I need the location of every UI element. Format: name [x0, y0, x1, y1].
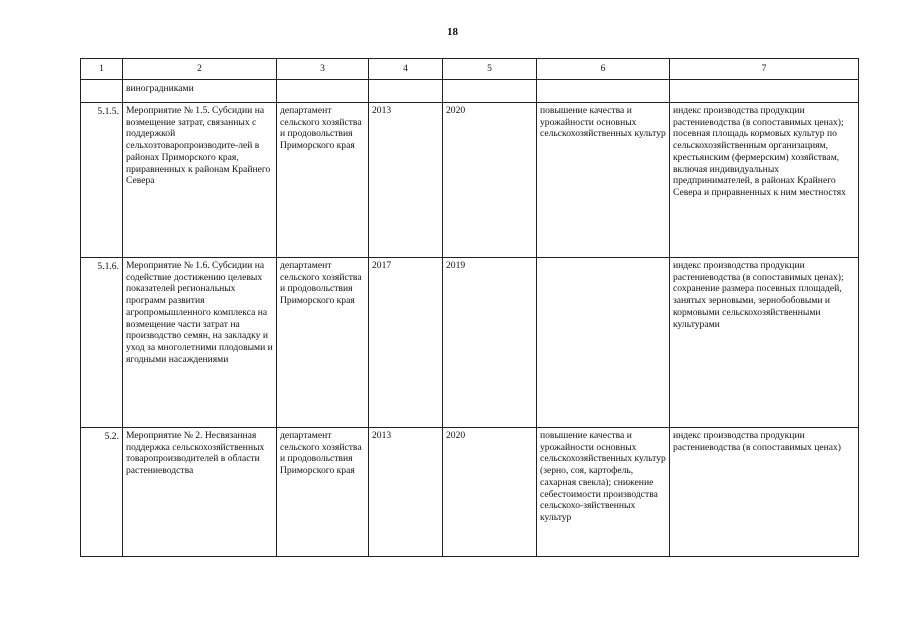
cell-empty: [670, 80, 859, 103]
table-row-continuation: [81, 80, 859, 103]
table-row: [81, 103, 859, 258]
cell-expected-result: [537, 258, 670, 428]
table-row: [81, 258, 859, 428]
cell-start-year: 2013: [369, 428, 443, 557]
cell-expected-result: повышение качества и урожайности основных сельскохозяйственных культур (зерно, соя, картофель, сахарная свекла); снижение себестоимости производства сельскохо-зяйственных культур: [537, 428, 670, 557]
column-header: 1: [81, 59, 123, 80]
cell-end-year: 2020: [443, 428, 537, 557]
cell-expected-result: повышение качества и урожайности основных сельскохозяйственных культур: [537, 103, 670, 258]
cell-executor: департамент сельского хозяйства и продовольствия Приморского края: [277, 103, 369, 258]
column-header: 6: [537, 59, 670, 80]
cell-start-year: 2013: [369, 103, 443, 258]
cell-item-number: 5.1.5.: [81, 103, 123, 258]
column-header: 4: [369, 59, 443, 80]
cell-indicator: индекс производства продукции растениеводства (в сопоставимых ценах): [670, 428, 859, 557]
cell-measure-name: Мероприятие № 2. Несвязанная поддержка сельскохозяйственных товаропроизводителей в области растениеводства: [123, 428, 277, 557]
cell-executor: департамент сельского хозяйства и продовольствия Приморского края: [277, 258, 369, 428]
cell-indicator: индекс производства продукции растениеводства (в сопоставимых ценах); сохранение размера посевных площадей, занятых зерновыми, зернобобовыми и кормовыми сельскохозяйственными культурами: [670, 258, 859, 428]
page-number: 18: [447, 26, 458, 38]
cell-empty: [277, 80, 369, 103]
table-header-row: [81, 59, 859, 80]
cell-measure-name: виноградниками: [123, 80, 277, 103]
cell-item-number: 5.2.: [81, 428, 123, 557]
cell-measure-name: Мероприятие № 1.6. Субсидии на содействие достижению целевых показателей региональных программ развития агропромышленного комплекса на возмещение части затрат на производство семян, на закладку и уход за многолетними плодовыми и ягодными насаждениями: [123, 258, 277, 428]
cell-empty: [537, 80, 670, 103]
cell-end-year: 2020: [443, 103, 537, 258]
cell-empty: [369, 80, 443, 103]
cell-start-year: 2017: [369, 258, 443, 428]
column-header: 7: [670, 59, 859, 80]
cell-empty: [81, 80, 123, 103]
column-header: 2: [123, 59, 277, 80]
cell-empty: [443, 80, 537, 103]
column-header: 3: [277, 59, 369, 80]
cell-end-year: 2019: [443, 258, 537, 428]
column-header: 5: [443, 59, 537, 80]
table-row: [81, 428, 859, 557]
cell-indicator: индекс производства продукции растениеводства (в сопоставимых ценах); посевная площадь кормовых культур по сельскохозяйственным организациям, крестьянским (фермерским) хозяйствам, включая индивидуальных предпринимателей, в районах Крайнего Севера и приравненных к ним местностях: [670, 103, 859, 258]
cell-item-number: 5.1.6.: [81, 258, 123, 428]
cell-executor: департамент сельского хозяйства и продовольствия Приморского края: [277, 428, 369, 557]
program-measures-table: [80, 58, 859, 557]
cell-measure-name: Мероприятие № 1.5. Субсидии на возмещение затрат, связанных с поддержкой сельхозтоваропроизводите-лей в районах Приморского края, приравненных к районам Крайнего Севера: [123, 103, 277, 258]
